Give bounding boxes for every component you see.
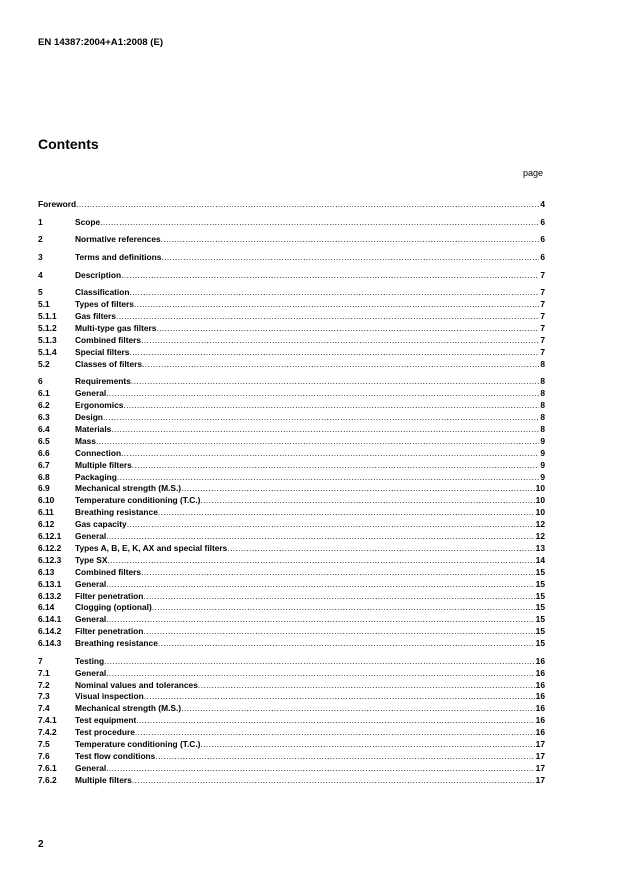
toc-entry-title: Test procedure [75,727,135,738]
toc-entry-page: 10 [535,495,545,506]
toc-entry-title: Test equipment [75,715,137,726]
toc-entry-page: 16 [535,703,545,714]
toc-leader-dots [132,460,540,472]
toc-leader-dots [129,347,539,359]
toc-leader-dots [96,436,539,448]
page-column-label: page [523,168,544,178]
toc-entry-page: 8 [540,376,545,387]
toc-entry-title: Materials [75,424,112,435]
toc-entry-title: Type SX [75,554,108,565]
toc-entry-number: 6.12.3 [38,554,62,565]
toc-leader-dots [155,751,534,763]
toc-entry-number: 7.1 [38,667,50,678]
toc-entry[interactable] [38,579,545,591]
toc-entry-title: General [75,762,107,773]
toc-entry-title: Combined filters [75,566,142,577]
toc-leader-dots [158,638,535,650]
toc-entry[interactable] [38,311,545,323]
toc-entry-number: 5 [38,287,43,298]
toc-entry-number: 5.1.2 [38,323,57,334]
toc-entry-title: Multiple filters [75,774,132,785]
toc-entry[interactable] [38,751,545,763]
toc-entry-page: 12 [535,531,545,542]
toc-entry[interactable] [38,727,545,739]
toc-entry[interactable] [38,691,545,703]
toc-entry-number: 6.11 [38,507,54,518]
toc-entry-number: 6.14.3 [38,638,62,649]
toc-entry[interactable] [38,448,545,460]
toc-entry-number: 7.6.2 [38,774,57,785]
toc-entry-number: 6.14.1 [38,614,62,625]
toc-entry-number: 6.8 [38,471,50,482]
toc-leader-dots [132,775,535,787]
toc-leader-dots [181,483,535,495]
toc-entry-page: 6 [540,252,545,263]
toc-entry[interactable] [38,199,545,211]
toc-entry[interactable] [38,703,545,715]
toc-entry[interactable] [38,436,545,448]
toc-entry-number: 6.12 [38,519,55,530]
toc-leader-dots [200,495,534,507]
toc-entry-title: Packaging [75,471,117,482]
toc-entry-title: Gas filters [75,311,116,322]
toc-entry-page: 17 [535,774,545,785]
toc-entry-page: 7 [540,287,545,298]
toc-leader-dots [123,400,539,412]
toc-entry-page: 16 [535,691,545,702]
toc-entry-number: 5.1 [38,299,50,310]
toc-entry-title: Types of filters [75,299,134,310]
toc-entry-number: 4 [38,269,43,280]
toc-entry-number: 6.13 [38,566,55,577]
toc-entry[interactable] [38,656,545,668]
toc-entry[interactable] [38,335,545,347]
toc-entry-page: 15 [535,614,545,625]
toc-entry-title: Visual inspection [75,691,144,702]
toc-entry-page: 9 [540,435,545,446]
toc-entry-page: 9 [540,447,545,458]
toc-entry[interactable] [38,531,545,543]
toc-leader-dots [106,763,534,775]
toc-entry-title: Gas capacity [75,519,127,530]
toc-leader-dots [198,680,535,692]
toc-entry-page: 14 [535,554,545,565]
toc-leader-dots [129,287,539,299]
toc-entry-title: Combined filters [75,335,142,345]
toc-entry-number: 7.4.1 [38,715,57,726]
toc-entry[interactable] [38,424,545,436]
toc-leader-dots [121,270,539,282]
toc-entry[interactable] [38,217,545,229]
toc-entry-number: 7.3 [38,691,50,702]
toc-entry[interactable] [38,715,545,727]
toc-entry-number: 7.4 [38,703,50,714]
toc-entry-title: Mechanical strength (M.S.) [75,483,182,494]
toc-entry-number: 6.3 [38,412,50,423]
toc-entry-number: 6.12.1 [38,531,62,542]
toc-leader-dots [181,703,535,715]
toc-entry-number: 6.6 [38,447,50,458]
toc-entry[interactable] [38,763,545,775]
toc-entry-title: Temperature conditioning (T.C.) [75,495,201,506]
toc-entry-page: 10 [535,507,545,518]
toc-entry-title: General [75,614,107,625]
toc-entry[interactable] [38,638,545,650]
toc-entry[interactable] [38,412,545,424]
toc-entry-number: 6.1 [38,388,50,399]
toc-entry-page: 17 [535,738,545,749]
toc-entry-number: 7 [38,655,43,666]
toc-entry-page: 7 [540,346,545,357]
toc-entry[interactable] [38,626,545,638]
toc-entry[interactable] [38,270,545,282]
toc-entry[interactable] [38,483,545,495]
toc-entry-number: 6 [38,376,43,387]
toc-entry-title: Multiple filters [75,459,132,470]
toc-entry-title: Nominal values and tolerances [75,679,198,690]
toc-leader-dots [227,543,534,555]
document-header: EN 14387:2004+A1:2008 (E) [38,37,164,48]
toc-leader-dots [141,335,539,347]
toc-entry-page: 16 [535,727,545,738]
toc-leader-dots [103,412,539,424]
toc-entry[interactable] [38,519,545,531]
toc-entry-number: 1 [38,216,43,227]
toc-entry-number: 7.5 [38,738,50,749]
toc-entry-title: Terms and definitions [75,252,162,263]
toc-entry-page: 10 [535,483,545,494]
toc-entry-title: Filter penetration [75,626,144,637]
toc-leader-dots [116,311,539,323]
toc-entry-number: 7.6 [38,750,50,761]
toc-entry[interactable] [38,567,545,579]
toc-leader-dots [161,252,539,264]
toc-entry[interactable] [38,555,545,567]
toc-entry-title: Special filters [75,346,130,357]
page-title: Contents [38,136,99,152]
toc-entry-page: 7 [540,299,545,310]
toc-entry-title: Clogging (optional) [75,602,152,613]
toc-entry-number: 5.1.1 [38,311,57,322]
toc-entry-title: General [75,388,107,399]
toc-entry-number: 7.4.2 [38,727,57,738]
toc-entry-title: Mass [75,435,96,446]
table-of-contents [38,199,545,787]
toc-entry-title: Scope [75,216,101,227]
toc-entry[interactable] [38,347,545,359]
toc-entry-number: 7.2 [38,679,50,690]
toc-leader-dots [152,602,535,614]
toc-entry-title: General [75,667,107,678]
toc-leader-dots [156,323,539,335]
toc-leader-dots [144,691,535,703]
toc-entry-page: 12 [535,519,545,530]
toc-leader-dots [106,388,539,400]
toc-leader-dots [134,299,539,311]
toc-entry-number: 3 [38,252,43,263]
toc-entry-number: 2 [38,234,43,245]
toc-entry[interactable] [38,495,545,507]
toc-entry[interactable] [38,388,545,400]
toc-entry[interactable] [38,472,545,484]
toc-leader-dots [117,472,539,484]
toc-leader-dots [136,715,534,727]
toc-entry-title: Breathing resistance [75,507,158,518]
toc-entry-page: 7 [540,335,545,345]
toc-leader-dots [76,199,539,211]
toc-entry-number: 6.4 [38,424,50,435]
toc-entry[interactable] [38,591,545,603]
toc-entry-title: Testing [75,655,105,666]
toc-leader-dots [143,591,534,603]
toc-entry-page: 16 [535,667,545,678]
toc-entry-page: 16 [535,715,545,726]
toc-entry[interactable] [38,234,545,246]
toc-entry-page: 15 [535,566,545,577]
toc-leader-dots [106,531,534,543]
toc-entry-page: 17 [535,762,545,773]
toc-leader-dots [131,376,539,388]
toc-entry[interactable] [38,543,545,555]
toc-entry-page: 6 [540,234,545,245]
toc-leader-dots [161,234,540,246]
toc-entry[interactable] [38,602,545,614]
toc-entry[interactable] [38,400,545,412]
toc-leader-dots [111,424,539,436]
toc-entry-title: Mechanical strength (M.S.) [75,703,182,714]
toc-entry-title: Classification [75,287,130,298]
toc-entry-number: 6.14 [38,602,55,613]
toc-entry[interactable] [38,460,545,472]
toc-entry-title: Filter penetration [75,590,144,601]
toc-entry-number: 6.9 [38,483,50,494]
toc-entry[interactable] [38,323,545,335]
toc-entry-title: Normative references [75,234,161,245]
toc-entry-page: 15 [535,626,545,637]
toc-entry-title: Foreword [38,199,77,209]
toc-leader-dots [107,555,534,567]
toc-entry-title: Multi-type gas filters [75,323,157,334]
toc-entry-page: 7 [540,323,545,334]
toc-entry-page: 7 [540,311,545,322]
toc-entry[interactable] [38,359,545,371]
toc-leader-dots [127,519,535,531]
toc-entry-number: 6.12.2 [38,542,62,553]
toc-entry-title: Breathing resistance [75,638,158,649]
toc-leader-dots [141,567,535,579]
toc-entry-title: Classes of filters [75,358,143,369]
toc-entry-page: 8 [540,358,545,369]
toc-leader-dots [143,626,534,638]
toc-entry-page: 16 [535,655,545,666]
toc-leader-dots [121,448,539,460]
toc-leader-dots [200,739,534,751]
toc-entry-page: 9 [540,471,545,482]
toc-entry-number: 6.10 [38,495,55,506]
toc-leader-dots [142,359,539,371]
toc-leader-dots [135,727,535,739]
toc-entry[interactable] [38,668,545,680]
toc-entry-page: 17 [535,750,545,761]
toc-leader-dots [106,668,534,680]
toc-entry-number: 6.7 [38,459,50,470]
toc-entry-title: Connection [75,447,122,458]
toc-entry[interactable] [38,680,545,692]
toc-entry[interactable] [38,775,545,787]
toc-entry-number: 7.6.1 [38,762,57,773]
toc-entry-page: 8 [540,412,545,423]
toc-entry-title: General [75,578,107,589]
toc-entry-page: 15 [535,602,545,613]
toc-entry-title: Temperature conditioning (T.C.) [75,738,201,749]
toc-leader-dots [106,614,534,626]
toc-entry-title: Requirements [75,376,131,387]
toc-entry-number: 5.1.4 [38,346,57,357]
toc-leader-dots [104,656,535,668]
toc-entry-page: 16 [535,679,545,690]
toc-leader-dots [106,579,534,591]
toc-entry-page: 8 [540,388,545,399]
toc-entry-title: Description [75,269,122,280]
toc-entry-page: 4 [540,199,545,209]
toc-entry[interactable] [38,376,545,388]
toc-entry[interactable] [38,739,545,751]
toc-entry[interactable] [38,299,545,311]
toc-entry-page: 13 [535,542,545,553]
toc-entry-number: 6.5 [38,435,50,446]
toc-leader-dots [100,217,539,229]
toc-entry-number: 5.2 [38,358,50,369]
toc-leader-dots [158,507,535,519]
toc-entry[interactable] [38,614,545,626]
toc-entry-title: Types A, B, E, K, AX and special filters [75,542,228,553]
toc-entry[interactable] [38,507,545,519]
toc-entry-page: 15 [535,638,545,649]
toc-entry-page: 9 [540,459,545,470]
toc-entry-number: 6.13.2 [38,590,62,601]
toc-entry[interactable] [38,252,545,264]
toc-entry-page: 7 [540,269,545,280]
toc-entry-page: 15 [535,590,545,601]
page-number: 2 [38,839,44,850]
toc-entry-page: 8 [540,424,545,435]
toc-entry-number: 6.2 [38,400,50,411]
toc-entry-title: General [75,531,107,542]
toc-entry-title: Ergonomics [75,400,124,411]
toc-entry-page: 6 [540,216,545,227]
toc-entry-page: 15 [535,578,545,589]
toc-entry-title: Design [75,412,103,423]
toc-entry[interactable] [38,287,545,299]
toc-entry-number: 5.1.3 [38,335,57,345]
toc-entry-number: 6.13.1 [38,578,62,589]
toc-entry-number: 6.14.2 [38,626,62,637]
toc-entry-title: Test flow conditions [75,750,156,761]
toc-entry-page: 8 [540,400,545,411]
